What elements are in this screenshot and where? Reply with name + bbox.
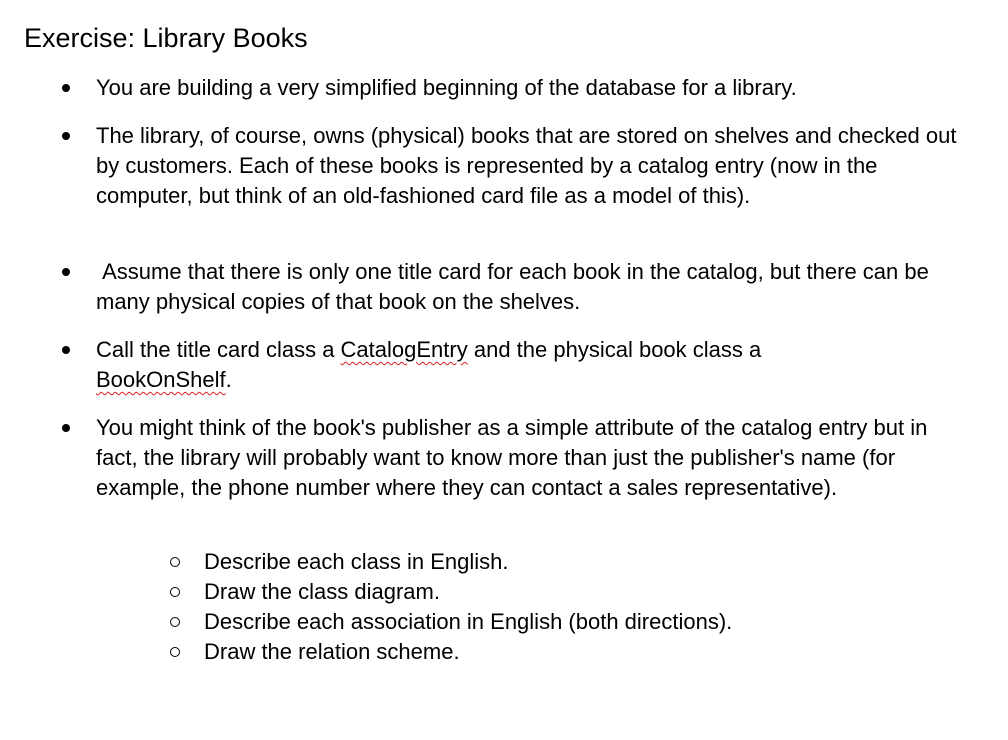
circle-bullet-icon [170,647,180,657]
sub-item-text: Draw the class diagram. [204,579,440,604]
bullet-dot-icon [62,346,70,354]
bullet-dot-icon [62,424,70,432]
page-title: Exercise: Library Books [24,23,308,53]
circle-bullet-icon [170,557,180,567]
bullet-text [96,335,966,395]
bullet-text: The library, of course, owns (physical) books that are stored on shelves and checked out by customers. Each of these books is represented by a catalog entry (now in the computer, but think of an old-fashioned card file as a model of this). [96,123,957,208]
sub-item-1 [0,547,1008,577]
bullet-dot-icon [62,84,70,92]
bullet-dot-icon [62,132,70,140]
bullet-text: Assume that there is only one title card for each book in the catalog, but there can be many physical copies of that book on the shelves. [96,259,935,314]
sub-item-text: Draw the relation scheme. [204,639,460,664]
class-name-bookonshelf: BookOnShelf [96,367,226,392]
bullet-text-part: and the physical book class a [467,337,762,362]
sub-item-2 [0,577,1008,607]
bullet-text: You might think of the book's publisher as a simple attribute of the catalog entry but in fact, the library will probably want to know more than just the publisher's name (for example, the phone number where they can contact a sales representative). [96,415,928,500]
circle-bullet-icon [170,587,180,597]
circle-bullet-icon [170,617,180,627]
sub-item-text: Describe each association in English (both directions). [204,609,733,634]
sub-item-text: Describe each class in English. [204,549,509,574]
class-name-catalogentry: CatalogEntry [340,337,468,362]
sub-item-3 [0,607,1008,637]
sub-item-4 [0,637,1008,667]
bullet-text-part: . [225,367,232,392]
bullet-text-part: Call the title card class a [96,337,341,362]
bullet-dot-icon [62,268,70,276]
bullet-text: You are building a very simplified beginning of the database for a library. [96,75,797,100]
